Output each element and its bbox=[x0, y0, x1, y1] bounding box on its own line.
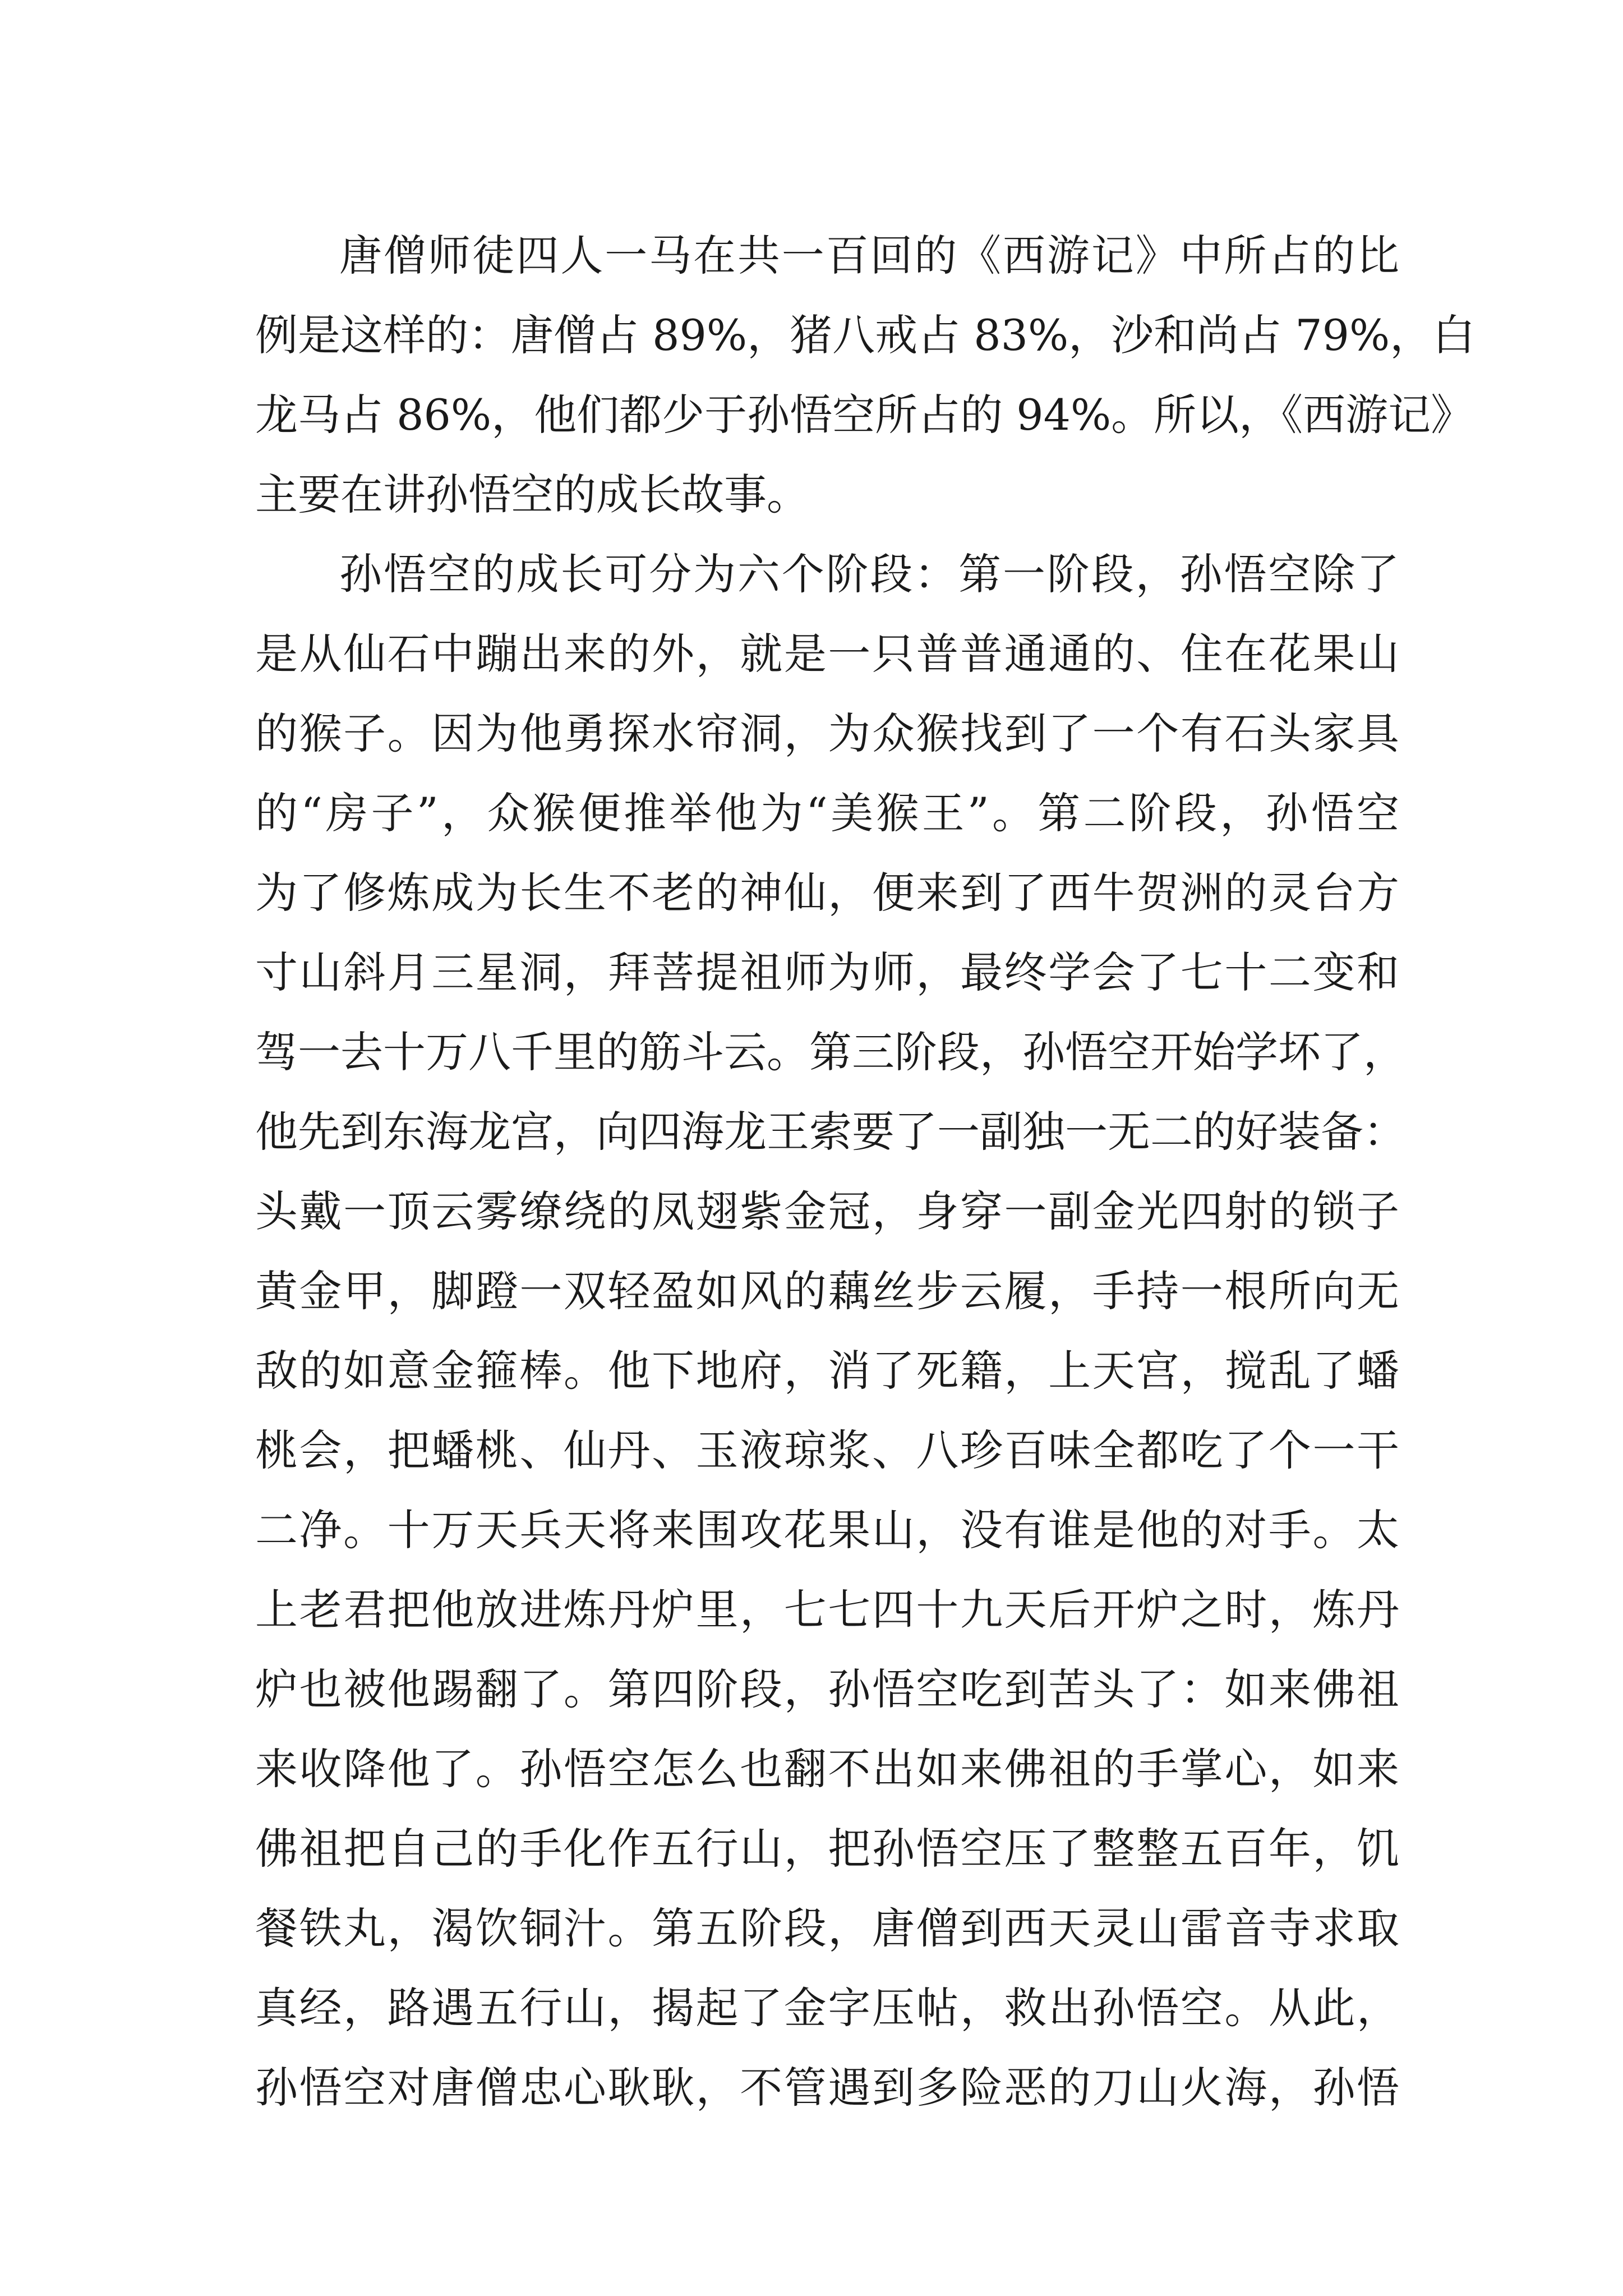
paragraph-2-line-12: 桃会，把蟠桃、仙丹、玉液琼浆、八珍百味全都吃了个一干 bbox=[255, 1425, 1399, 1475]
paragraph-2-line-10: 黄金甲，脚蹬一双轻盈如风的藕丝步云履，手持一根所向无 bbox=[255, 1266, 1399, 1316]
paragraph-2-line-14: 上老君把他放进炼丹炉里，七七四十九天后开炉之时，炼丹 bbox=[255, 1585, 1399, 1635]
paragraph-2-line-16: 来收降他了。孙悟空怎么也翻不出如来佛祖的手掌心，如来 bbox=[255, 1744, 1399, 1794]
paragraph-2-line-3: 的猴子。因为他勇探水帘洞，为众猴找到了一个有石头家具 bbox=[255, 708, 1399, 758]
paragraph-2-line-8: 他先到东海龙宫，向四海龙王索要了一副独一无二的好装备： bbox=[255, 1107, 1406, 1157]
paragraph-2-line-9: 头戴一顶云雾缭绕的凤翅紫金冠，身穿一副金光四射的锁子 bbox=[255, 1186, 1399, 1236]
paragraph-2-line-11: 敌的如意金箍棒。他下地府，消了死籍，上天宫，搅乱了蟠 bbox=[255, 1346, 1399, 1396]
paragraph-2-line-2: 是从仙石中蹦出来的外，就是一只普普通通的、住在花果山 bbox=[255, 629, 1399, 679]
paragraph-2-line-17: 佛祖把自己的手化作五行山，把孙悟空压了整整五百年，饥 bbox=[255, 1824, 1399, 1874]
paragraph-2-line-19: 真经，路遇五行山，揭起了金字压帖，救出孙悟空。从此， bbox=[255, 1983, 1399, 2033]
paragraph-1-line-1: 唐僧师徒四人一马在共一百回的《西游记》中所占的比 bbox=[339, 231, 1399, 280]
paragraph-1-line-3: 龙马占 86%，他们都少于孙悟空所占的 94%。所以，《西游记》 bbox=[255, 390, 1474, 440]
paragraph-1-line-2: 例是这样的：唐僧占 89%，猪八戒占 83%，沙和尚占 79%，白 bbox=[255, 310, 1476, 360]
paragraph-2-line-15: 炉也被他踢翻了。第四阶段，孙悟空吃到苦头了：如来佛祖 bbox=[255, 1664, 1399, 1714]
paragraph-2-line-20: 孙悟空对唐僧忠心耿耿，不管遇到多险恶的刀山火海，孙悟 bbox=[255, 2063, 1399, 2113]
paragraph-2-line-18: 餐铁丸，渴饮铜汁。第五阶段，唐僧到西天灵山雷音寺求取 bbox=[255, 1903, 1399, 1953]
paragraph-2-line-13: 二净。十万天兵天将来围攻花果山，没有谁是他的对手。太 bbox=[255, 1505, 1399, 1555]
paragraph-2-line-5: 为了修炼成为长生不老的神仙，便来到了西牛贺洲的灵台方 bbox=[255, 868, 1399, 918]
paragraph-2-line-1: 孙悟空的成长可分为六个阶段：第一阶段，孙悟空除了 bbox=[339, 549, 1399, 599]
body-text bbox=[255, 216, 1476, 2128]
paragraph-2-line-6: 寸山斜月三星洞，拜菩提祖师为师，最终学会了七十二变和 bbox=[255, 947, 1399, 997]
paragraph-2-line-4: 的“房子”，众猴便推举他为“美猴王”。第二阶段，孙悟空 bbox=[255, 788, 1399, 838]
paragraph-1-line-4: 主要在讲孙悟空的成长故事。 bbox=[255, 470, 809, 519]
paragraph-2-line-7: 驾一去十万八千里的筋斗云。第三阶段，孙悟空开始学坏了， bbox=[255, 1027, 1406, 1077]
